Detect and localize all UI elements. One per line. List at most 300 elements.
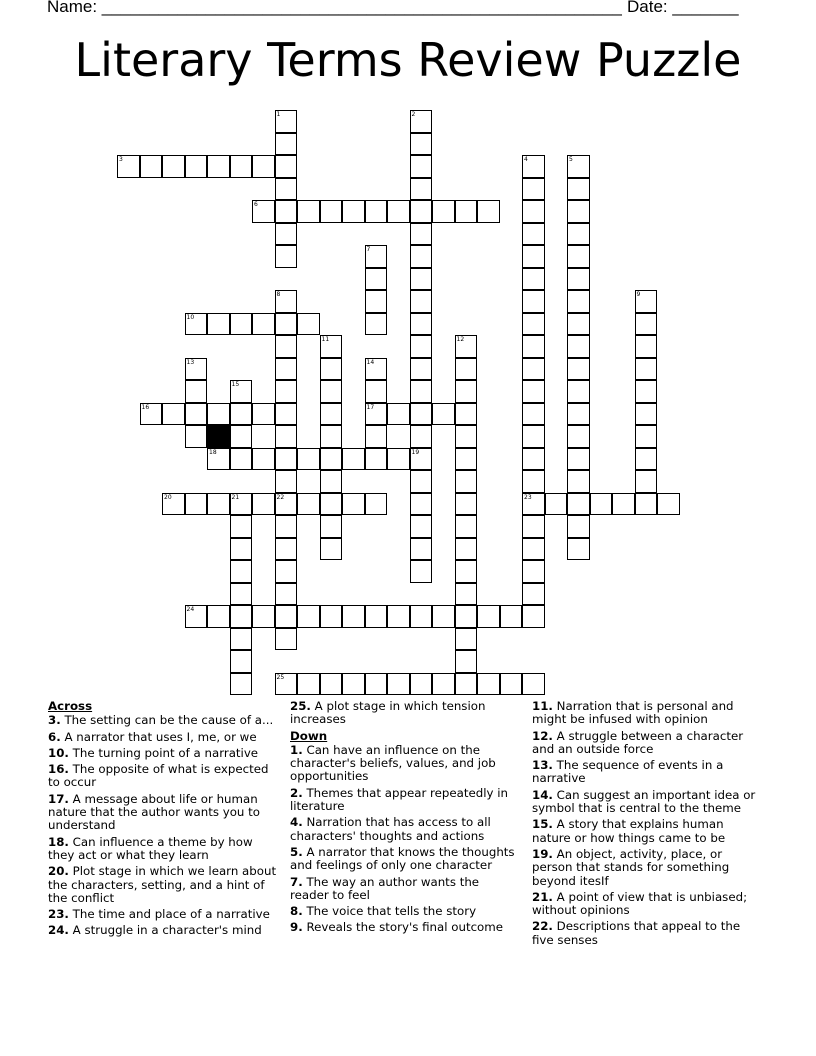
grid-cell[interactable] — [230, 313, 253, 336]
grid-cell[interactable] — [207, 313, 230, 336]
grid-cell[interactable] — [455, 583, 478, 606]
grid-cell[interactable] — [522, 538, 545, 561]
clue-down — [532, 730, 764, 757]
grid-cell[interactable] — [275, 425, 298, 448]
clue-text: A struggle in a character's mind — [68, 923, 262, 938]
grid-cell[interactable] — [522, 673, 545, 696]
grid-cell[interactable] — [230, 605, 253, 628]
grid-cell[interactable] — [162, 155, 185, 178]
grid-cell[interactable] — [567, 403, 590, 426]
grid-cell[interactable] — [410, 223, 433, 246]
grid-cell[interactable] — [410, 200, 433, 223]
grid-cell[interactable] — [207, 493, 230, 516]
grid-cell[interactable] — [365, 605, 388, 628]
grid-cell[interactable] — [410, 448, 433, 471]
grid-cell[interactable] — [320, 493, 343, 516]
clue-text: Themes that appear repeatedly in literature — [290, 785, 508, 814]
grid-cell[interactable] — [455, 673, 478, 696]
grid-cell[interactable] — [275, 245, 298, 268]
grid-cell[interactable] — [455, 470, 478, 493]
clue-across — [48, 836, 278, 863]
grid-cell[interactable] — [635, 403, 658, 426]
grid-cell[interactable] — [342, 448, 365, 471]
grid-cell[interactable] — [207, 155, 230, 178]
clue-across — [48, 731, 278, 744]
grid-cell[interactable] — [297, 493, 320, 516]
name-field-label: Name: _______________________________________________________ — [47, 0, 622, 16]
clue-text: A story that explains human nature or how things came to be — [532, 817, 726, 845]
clue-number: 13 — [186, 358, 195, 366]
grid-cell[interactable] — [567, 290, 590, 313]
clue-across — [48, 714, 278, 727]
grid-cell[interactable] — [567, 178, 590, 201]
clue-number: 4. — [290, 815, 303, 830]
clue-text: Narration that has access to all characters' thoughts and actions — [290, 815, 491, 843]
clue-number: 12 — [456, 336, 465, 343]
grid-cell[interactable] — [365, 673, 388, 696]
grid-cell[interactable] — [140, 403, 163, 426]
grid-cell[interactable] — [117, 155, 140, 178]
grid-cell[interactable] — [297, 200, 320, 223]
grid-cell[interactable] — [275, 313, 298, 336]
grid-cell[interactable] — [567, 538, 590, 561]
clue-number: 7 — [366, 246, 371, 253]
clue-number: 8 — [276, 291, 281, 298]
grid-cell[interactable] — [252, 448, 275, 471]
grid-cell[interactable] — [252, 403, 275, 426]
grid-cell[interactable] — [567, 493, 590, 516]
grid-cell[interactable] — [252, 155, 275, 178]
grid-cell[interactable] — [230, 493, 253, 516]
grid-cell[interactable] — [567, 358, 590, 381]
clue-number: 17. — [48, 791, 69, 806]
clue-across — [290, 700, 520, 727]
grid-cell[interactable] — [522, 223, 545, 246]
clue-number: 22. — [532, 919, 553, 934]
grid-cell[interactable] — [455, 200, 478, 223]
grid-cell[interactable] — [455, 628, 478, 651]
grid-cell[interactable] — [230, 628, 253, 651]
grid-cell[interactable] — [365, 448, 388, 471]
clue-text: The way an author wants the reader to feel — [290, 874, 480, 902]
grid-cell[interactable] — [230, 673, 253, 696]
grid-cell[interactable] — [410, 335, 433, 358]
clue-number: 19 — [411, 448, 420, 456]
clue-number: 23. — [48, 907, 69, 922]
grid-cell[interactable] — [410, 110, 433, 133]
grid-cell[interactable] — [522, 560, 545, 583]
clue-number: 5 — [569, 156, 573, 163]
grid-cell[interactable] — [320, 380, 343, 403]
grid-cell[interactable] — [635, 290, 658, 313]
grid-cell[interactable] — [455, 605, 478, 628]
clue-number: 8. — [290, 904, 303, 919]
grid-cell[interactable] — [365, 268, 388, 291]
grid-cell[interactable] — [635, 358, 658, 381]
grid-cell[interactable] — [410, 403, 433, 426]
clue-number: 1. — [290, 742, 303, 757]
grid-cell[interactable] — [342, 493, 365, 516]
clue-text: A narrator that knows the thoughts and feelings of only one character — [290, 844, 515, 873]
clue-number: 9 — [636, 291, 641, 298]
grid-cell[interactable] — [275, 178, 298, 201]
clue-number: 14 — [366, 358, 375, 366]
clue-down — [290, 905, 520, 918]
grid-cell[interactable] — [185, 313, 208, 336]
grid-cell[interactable] — [342, 200, 365, 223]
grid-cell[interactable] — [185, 380, 208, 403]
clue-text: The time and place of a narrative — [68, 907, 270, 922]
grid-cell[interactable] — [455, 403, 478, 426]
grid-cell[interactable] — [657, 493, 680, 516]
clue-number: 10. — [48, 745, 69, 760]
grid-cell[interactable] — [207, 605, 230, 628]
grid-cell[interactable] — [275, 605, 298, 628]
grid-cell[interactable] — [275, 538, 298, 561]
clue-down — [532, 891, 764, 918]
grid-cell[interactable] — [522, 380, 545, 403]
grid-cell[interactable] — [522, 358, 545, 381]
grid-cell[interactable] — [522, 155, 545, 178]
grid-cell[interactable] — [230, 583, 253, 606]
grid-cell[interactable] — [320, 200, 343, 223]
grid-cell[interactable] — [432, 403, 455, 426]
clue-down — [532, 818, 764, 845]
grid-cell[interactable] — [567, 268, 590, 291]
clue-text: Can influence a theme by how they act or what they learn — [48, 834, 253, 862]
grid-cell[interactable] — [590, 493, 613, 516]
grid-cell[interactable] — [635, 380, 658, 403]
grid-cell[interactable] — [567, 380, 590, 403]
clue-number: 21 — [231, 493, 240, 501]
grid-cell[interactable] — [410, 380, 433, 403]
grid-cell[interactable] — [635, 493, 658, 516]
clue-down — [290, 876, 520, 903]
grid-cell[interactable] — [410, 268, 433, 291]
grid-cell[interactable] — [635, 425, 658, 448]
grid-cell[interactable] — [230, 425, 253, 448]
clue-number: 25. — [290, 699, 311, 713]
grid-cell[interactable] — [635, 448, 658, 471]
grid-cell[interactable] — [320, 448, 343, 471]
grid-cell[interactable] — [230, 515, 253, 538]
grid-cell[interactable] — [275, 470, 298, 493]
grid-cell[interactable] — [567, 245, 590, 268]
clue-number: 20. — [48, 864, 69, 879]
clue-number: 14. — [532, 787, 553, 802]
grid-cell[interactable] — [365, 290, 388, 313]
grid-cell[interactable] — [500, 673, 523, 696]
grid-cell[interactable] — [522, 605, 545, 628]
grid-cell[interactable] — [230, 380, 253, 403]
grid-cell[interactable] — [522, 313, 545, 336]
grid-cell[interactable] — [522, 493, 545, 516]
clue-number: 24 — [186, 606, 195, 613]
grid-cell[interactable] — [567, 335, 590, 358]
grid-cell[interactable] — [477, 673, 500, 696]
grid-cell[interactable] — [410, 538, 433, 561]
grid-cell[interactable] — [275, 673, 298, 696]
grid-cell[interactable] — [410, 313, 433, 336]
clue-across — [48, 747, 278, 760]
grid-cell[interactable] — [275, 133, 298, 156]
clue-text: A point of view that is unbiased; without opinions — [532, 889, 748, 918]
grid-cell[interactable] — [230, 650, 253, 673]
grid-cell[interactable] — [320, 605, 343, 628]
grid-cell[interactable] — [365, 245, 388, 268]
grid-cell[interactable] — [410, 358, 433, 381]
grid-cell[interactable] — [567, 155, 590, 178]
grid-cell[interactable] — [365, 200, 388, 223]
grid-cell[interactable] — [185, 358, 208, 381]
clue-number: 6 — [254, 201, 258, 208]
grid-cell[interactable] — [410, 245, 433, 268]
grid-cell[interactable] — [567, 313, 590, 336]
grid-cell[interactable] — [275, 223, 298, 246]
grid-cell[interactable] — [365, 380, 388, 403]
clue-text: The sequence of events in a narrative — [532, 758, 724, 786]
grid-cell[interactable] — [567, 223, 590, 246]
grid-cell[interactable] — [477, 200, 500, 223]
clue-number: 21. — [532, 889, 553, 904]
grid-cell[interactable] — [230, 538, 253, 561]
grid-cell[interactable] — [522, 425, 545, 448]
grid-cell[interactable] — [455, 493, 478, 516]
grid-cell[interactable] — [275, 628, 298, 651]
grid-cell[interactable] — [635, 335, 658, 358]
grid-cell[interactable] — [522, 268, 545, 291]
clues-column-1 — [48, 700, 278, 941]
date-field-label: Date: _______ — [627, 0, 739, 16]
grid-cell[interactable] — [275, 200, 298, 223]
clue-across — [48, 793, 278, 833]
grid-cell[interactable] — [545, 493, 568, 516]
grid-cell[interactable] — [455, 650, 478, 673]
grid-cell[interactable] — [320, 358, 343, 381]
grid-cell[interactable] — [275, 403, 298, 426]
grid-cell[interactable] — [522, 583, 545, 606]
clue-down — [290, 787, 520, 814]
grid-cell[interactable] — [185, 403, 208, 426]
grid-cell[interactable] — [230, 448, 253, 471]
grid-cell[interactable] — [477, 605, 500, 628]
grid-cell[interactable] — [522, 245, 545, 268]
grid-cell[interactable] — [252, 605, 275, 628]
clue-number: 4 — [524, 156, 528, 163]
clue-number: 3 — [119, 156, 123, 163]
grid-cell[interactable] — [455, 560, 478, 583]
grid-cell[interactable] — [365, 358, 388, 381]
grid-cell[interactable] — [320, 335, 343, 358]
clue-heading: Across — [48, 699, 93, 713]
grid-cell[interactable] — [275, 493, 298, 516]
grid-cell[interactable] — [297, 605, 320, 628]
grid-cell[interactable] — [500, 605, 523, 628]
grid-cell[interactable] — [275, 335, 298, 358]
grid-cell[interactable] — [275, 560, 298, 583]
grid-cell[interactable] — [410, 178, 433, 201]
grid-cell[interactable] — [522, 200, 545, 223]
clue-down — [290, 921, 520, 934]
clue-text: The voice that tells the story — [302, 904, 477, 919]
grid-cell[interactable] — [432, 673, 455, 696]
grid-cell[interactable] — [522, 515, 545, 538]
grid-cell[interactable] — [365, 313, 388, 336]
grid-cell[interactable] — [635, 313, 658, 336]
clue-across — [48, 865, 278, 905]
grid-cell[interactable] — [320, 673, 343, 696]
grid-cell[interactable] — [522, 335, 545, 358]
grid-cell[interactable] — [410, 673, 433, 696]
clue-down — [532, 848, 764, 888]
grid-cell[interactable] — [207, 448, 230, 471]
clue-text: An object, activity, place, or person that stands for something beyond itesIf — [532, 846, 730, 888]
clue-down — [532, 759, 764, 786]
clue-number: 20 — [164, 493, 172, 501]
grid-cell[interactable] — [455, 380, 478, 403]
grid-cell[interactable] — [275, 290, 298, 313]
grid-cell[interactable] — [455, 515, 478, 538]
grid-cell[interactable] — [275, 110, 298, 133]
clue-text: A plot stage in which tension increases — [290, 699, 486, 727]
grid-cell[interactable] — [297, 448, 320, 471]
grid-cell[interactable] — [185, 493, 208, 516]
grid-cell[interactable] — [432, 605, 455, 628]
grid-cell[interactable] — [410, 155, 433, 178]
grid-cell[interactable] — [455, 425, 478, 448]
grid-cell[interactable] — [252, 313, 275, 336]
grid-cell[interactable] — [162, 493, 185, 516]
grid-cell[interactable] — [410, 425, 433, 448]
clue-text: A narrator that uses I, me, or we — [60, 729, 257, 744]
grid-cell[interactable] — [612, 493, 635, 516]
clue-number: 3. — [48, 713, 61, 728]
clue-text: Plot stage in which we learn about the characters, setting, and a hint of the conflict — [48, 864, 277, 905]
grid-cell[interactable] — [567, 515, 590, 538]
grid-cell[interactable] — [432, 200, 455, 223]
clue-number: 13. — [532, 758, 553, 773]
grid-cell[interactable] — [410, 560, 433, 583]
grid-cell[interactable] — [410, 515, 433, 538]
grid-cell[interactable] — [320, 538, 343, 561]
grid-cell[interactable] — [635, 470, 658, 493]
grid-cell[interactable] — [162, 403, 185, 426]
grid-cell[interactable] — [275, 380, 298, 403]
clue-number: 11 — [321, 336, 330, 343]
clue-text: The setting can be the cause of a... — [60, 713, 274, 728]
clue-number: 16. — [48, 762, 69, 777]
grid-cell[interactable] — [185, 605, 208, 628]
grid-cell[interactable] — [342, 605, 365, 628]
grid-cell[interactable] — [387, 403, 410, 426]
grid-cell[interactable] — [252, 200, 275, 223]
grid-cell[interactable] — [275, 515, 298, 538]
grid-cell[interactable] — [275, 358, 298, 381]
clue-number: 10 — [186, 313, 195, 321]
grid-cell[interactable] — [455, 448, 478, 471]
clue-number: 19. — [532, 846, 553, 861]
grid-cell[interactable] — [230, 403, 253, 426]
grid-cell[interactable] — [567, 425, 590, 448]
grid-cell[interactable] — [567, 200, 590, 223]
grid-cell[interactable] — [297, 313, 320, 336]
clue-down — [532, 920, 764, 947]
clue-down — [532, 700, 764, 727]
clue-text: The turning point of a narrative — [68, 745, 259, 760]
grid-cell[interactable] — [365, 425, 388, 448]
grid-cell[interactable] — [410, 133, 433, 156]
clue-number: 7. — [290, 874, 303, 889]
grid-cell[interactable] — [410, 605, 433, 628]
grid-cell[interactable] — [387, 605, 410, 628]
clue-down — [532, 789, 764, 816]
clue-across — [48, 908, 278, 921]
clue-across — [48, 763, 278, 790]
grid-cell[interactable] — [522, 470, 545, 493]
clue-number: 15 — [231, 381, 240, 388]
grid-cell[interactable] — [342, 673, 365, 696]
grid-cell[interactable] — [455, 335, 478, 358]
grid-cell[interactable] — [297, 673, 320, 696]
grid-cell[interactable] — [567, 448, 590, 471]
clue-text: A message about life or human nature that the author wants you to understand — [48, 791, 260, 833]
page-title: Literary Terms Review Puzzle — [74, 33, 742, 87]
grid-cell[interactable] — [230, 560, 253, 583]
grid-cell[interactable] — [320, 425, 343, 448]
grid-cell[interactable] — [522, 403, 545, 426]
grid-cell[interactable] — [365, 403, 388, 426]
grid-cell[interactable] — [387, 448, 410, 471]
grid-cell[interactable] — [275, 448, 298, 471]
grid-cell[interactable] — [387, 200, 410, 223]
clue-number: 6. — [48, 729, 61, 744]
clue-text: Reveals the story's final outcome — [302, 920, 504, 935]
clue-number: 23 — [524, 493, 532, 501]
clue-text: Can suggest an important idea or symbol that is central to the theme — [532, 787, 756, 816]
grid-cell[interactable] — [320, 403, 343, 426]
clues-column-2 — [290, 700, 520, 938]
grid-cell[interactable] — [252, 493, 275, 516]
grid-cell[interactable] — [365, 493, 388, 516]
grid-cell[interactable] — [207, 403, 230, 426]
grid-cell[interactable] — [387, 673, 410, 696]
grid-cell[interactable] — [455, 358, 478, 381]
grid-cell[interactable] — [140, 155, 163, 178]
grid-cell[interactable] — [410, 290, 433, 313]
clue-text: Can have an influence on the character's beliefs, values, and job opportunities — [290, 742, 496, 784]
grid-cell[interactable] — [522, 178, 545, 201]
grid-cell[interactable] — [230, 155, 253, 178]
clue-across — [48, 924, 278, 937]
grid-cell[interactable] — [567, 470, 590, 493]
grid-cell[interactable] — [185, 155, 208, 178]
clue-text: Narration that is personal and might be infused with opinion — [532, 699, 734, 727]
clue-number: 15. — [532, 817, 553, 832]
clue-number: 11. — [532, 699, 553, 713]
grid-cell[interactable] — [522, 448, 545, 471]
grid-cell[interactable] — [410, 493, 433, 516]
grid-cell[interactable] — [410, 470, 433, 493]
grid-cell[interactable] — [455, 538, 478, 561]
grid-cell[interactable] — [522, 290, 545, 313]
grid-cell[interactable] — [275, 155, 298, 178]
clue-number: 1 — [276, 111, 281, 118]
clue-text: The opposite of what is expected to occur — [48, 762, 269, 790]
grid-cell[interactable] — [275, 583, 298, 606]
grid-cell[interactable] — [185, 425, 208, 448]
grid-cell[interactable] — [320, 515, 343, 538]
grid-cell[interactable] — [320, 470, 343, 493]
